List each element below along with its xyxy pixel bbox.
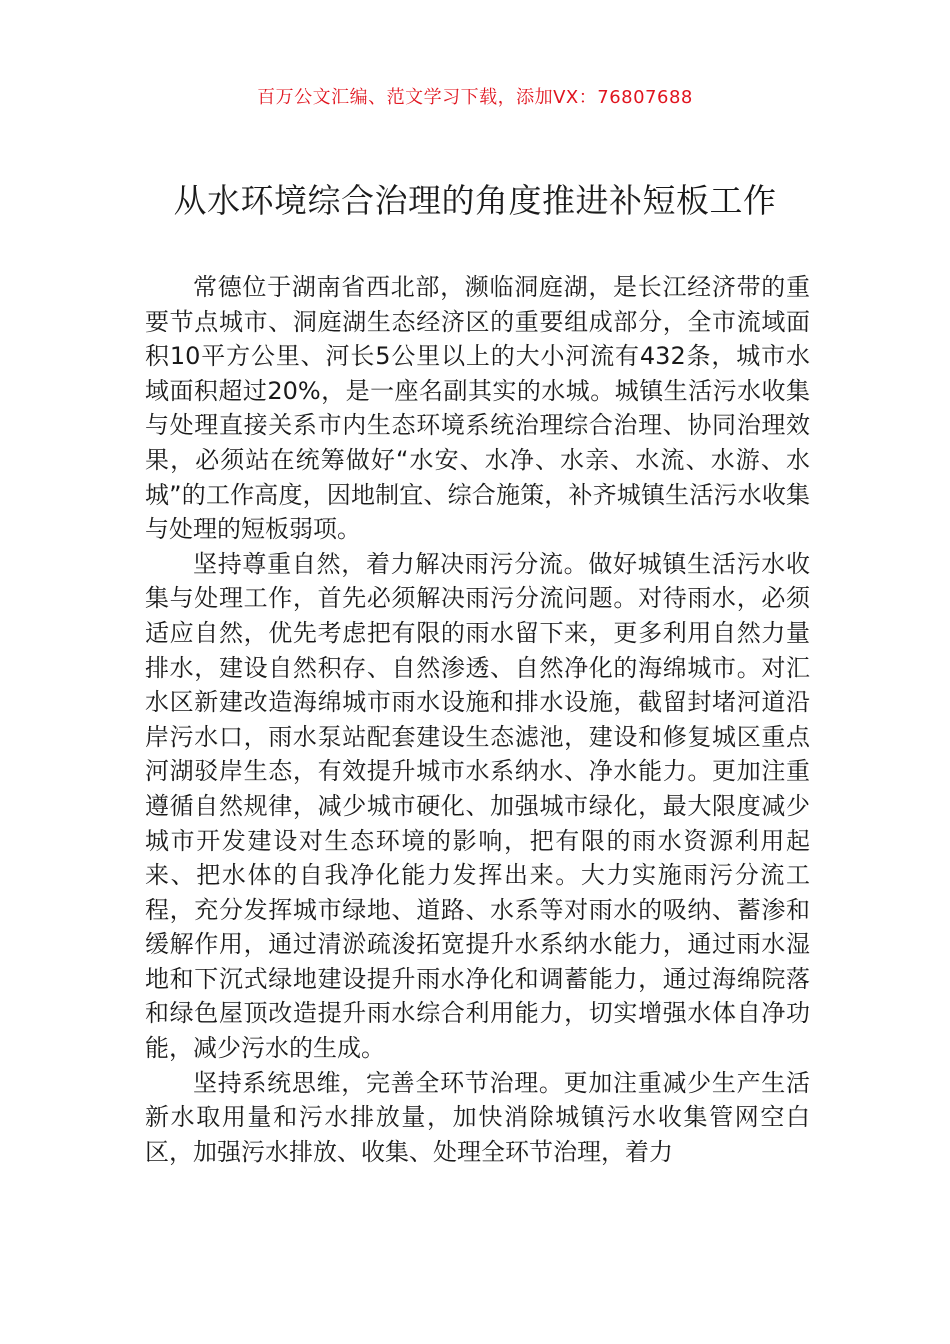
header-note: 百万公文汇编、范文学习下载，添加VX：76807688 [257, 87, 693, 108]
document-title: 从水环境综合治理的角度推进补短板工作 [173, 181, 777, 220]
paragraph: 常德位于湖南省西北部，濒临洞庭湖，是长江经济带的重要节点城市、洞庭湖生态经济区的重要组成部分，全市流域面积10平方公里、河长5公里以上的大小河流有432条，城市水域面积超过20%，是一座名副其实的水城。城镇生活污水收集与处理直接关系市内生态环境系统治理综合治理、协同治理效果，必须站在统筹做好“水安、水净、水亲、水流、水游、水城”的工作高度，因地制宜、综合施策，补齐城镇生活污水收集与处理的短板弱项。 [145, 273, 810, 544]
paragraph: 坚持系统思维，完善全环节治理。更加注重减少生产生活新水取用量和污水排放量，加快消除城镇污水收集管网空白区，加强污水排放、收集、处理全环节治理，着力 [145, 1068, 810, 1166]
document-body [145, 270, 810, 1169]
paragraph: 坚持尊重自然，着力解决雨污分流。做好城镇生活污水收集与处理工作，首先必须解决雨污分流问题。对待雨水，必须适应自然，优先考虑把有限的雨水留下来，更多利用自然力量排水，建设自然积存、自然渗透、自然净化的海绵城市。对汇水区新建改造海绵城市雨水设施和排水设施，截留封堵河道沿岸污水口，雨水泵站配套建设生态滤池，建设和修复城区重点河湖驳岸生态，有效提升城市水系纳水、净水能力。更加注重遵循自然规律，减少城市硬化、加强城市绿化，最大限度减少城市开发建设对生态环境的影响，把有限的雨水资源利用起来、把水体的自我净化能力发挥出来。大力实施雨污分流工程，充分发挥城市绿地、道路、水系等对雨水的吸纳、蓄渗和缓解作用，通过清淤疏浚拓宽提升水系纳水能力，通过雨水湿地和下沉式绿地建设提升雨水净化和调蓄能力，通过海绵院落和绿色屋顶改造提升雨水综合利用能力，切实增强水体自净功能，减少污水的生成。 [145, 549, 810, 1063]
